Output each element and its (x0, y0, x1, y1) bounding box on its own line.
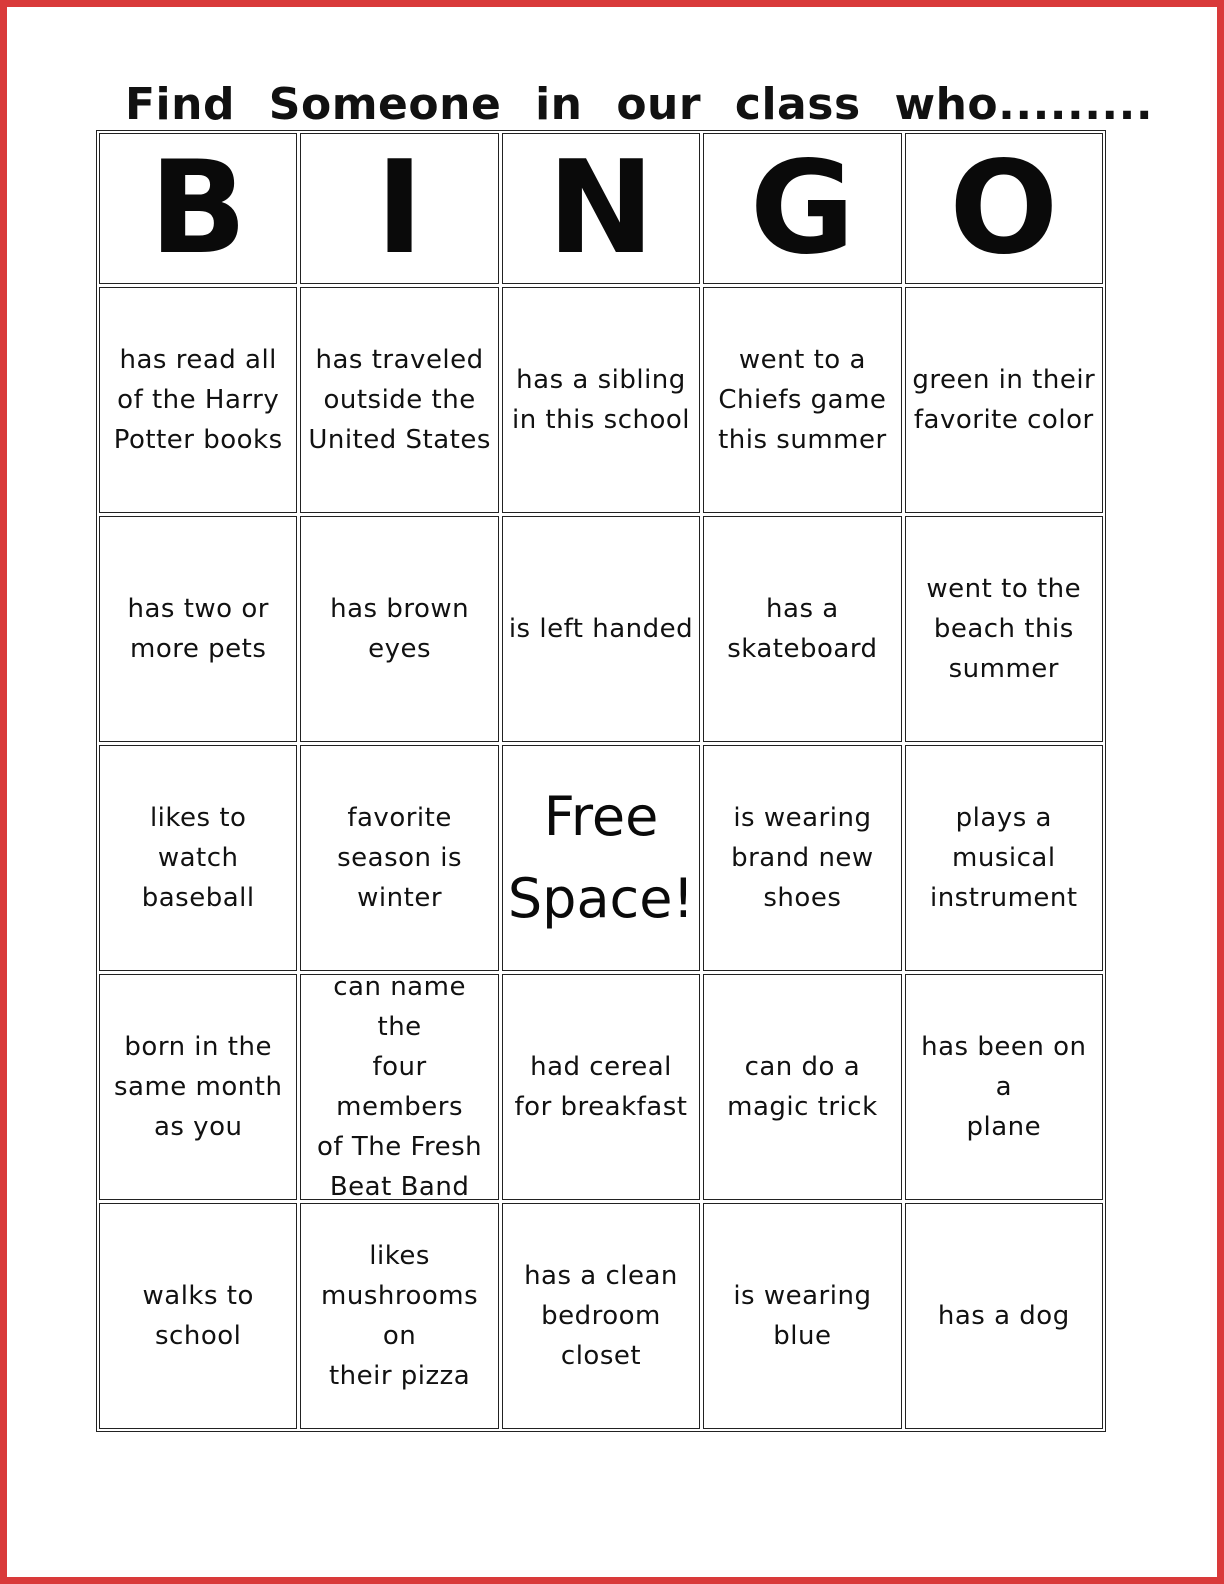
square-text-line: is left handed (508, 614, 694, 644)
header-letter-n: N (502, 133, 700, 284)
square-text (308, 340, 491, 460)
bingo-grid (99, 133, 1103, 1429)
square-text-line: brand new (731, 843, 874, 873)
square-text (515, 1047, 688, 1127)
square-text-line: born in the (124, 1032, 272, 1062)
square-text-line: Free (543, 785, 659, 848)
square-text-line: summer (948, 654, 1059, 684)
bingo-square-n1 (502, 287, 700, 513)
square-text-line: can do a (744, 1052, 861, 1082)
square-text-line: of The Fresh (317, 1132, 483, 1162)
bingo-square-i4 (300, 974, 498, 1200)
square-text-line: Chiefs game (718, 385, 887, 415)
square-text-line: mushrooms on (321, 1281, 479, 1351)
square-text-line: baseball (141, 883, 255, 913)
square-text-line: magic trick (727, 1092, 878, 1122)
square-text-line: likes (369, 1241, 430, 1271)
square-text (106, 798, 290, 918)
square-text-line: had cereal (530, 1052, 672, 1082)
header-letter-g: G (703, 133, 901, 284)
square-text (508, 776, 694, 940)
square-text-line: United States (308, 425, 491, 455)
square-text-line: green in their (912, 365, 1096, 395)
bingo-square-g3 (703, 745, 901, 971)
square-text (114, 340, 283, 460)
square-text-line: favorite color (913, 405, 1094, 435)
square-text (307, 974, 491, 1200)
square-text (733, 1276, 871, 1356)
square-text-line: four members (336, 1052, 464, 1122)
header-letter-b: B (99, 133, 297, 284)
square-text-line: Potter books (113, 425, 283, 455)
square-text-line: is wearing (733, 1281, 872, 1311)
square-text-line: winter (357, 883, 443, 913)
bingo-square-o2 (905, 516, 1103, 742)
square-text-line: went to a (738, 345, 866, 375)
bingo-board (96, 130, 1106, 1432)
bingo-square-b5 (99, 1203, 297, 1429)
square-text-line: can name the (333, 974, 466, 1042)
square-text (143, 1276, 254, 1356)
square-text-line: of the Harry (117, 385, 280, 415)
square-text (114, 1027, 282, 1147)
square-text (509, 609, 693, 649)
bingo-square-g1 (703, 287, 901, 513)
square-text-line: shoes (763, 883, 842, 913)
square-text (512, 360, 690, 440)
bingo-square-n2 (502, 516, 700, 742)
square-text (307, 1236, 491, 1396)
bingo-square-i1 (300, 287, 498, 513)
bingo-square-g2 (703, 516, 901, 742)
square-text-line: plane (966, 1112, 1042, 1142)
square-text (727, 589, 877, 669)
square-text-line: favorite (347, 803, 452, 833)
bingo-square-o5 (905, 1203, 1103, 1429)
square-text-line: their pizza (328, 1361, 471, 1391)
square-text-line: has a dog (937, 1301, 1070, 1331)
square-text-line: same month (113, 1072, 283, 1102)
square-text-line: has a (766, 594, 839, 624)
square-text-line: outside the (323, 385, 476, 415)
bingo-square-o3 (905, 745, 1103, 971)
square-text-line: has brown (330, 594, 470, 624)
square-text-line: Beat Band (329, 1172, 470, 1200)
square-text-line: more pets (130, 634, 267, 664)
bingo-square-n5 (502, 1203, 700, 1429)
square-text (912, 360, 1095, 440)
square-text-line: Space! (507, 867, 695, 930)
square-text-line: plays a (955, 803, 1052, 833)
bingo-square-o4 (905, 974, 1103, 1200)
square-text (727, 1047, 878, 1127)
square-text-line: eyes (368, 634, 432, 664)
square-text-line: walks to (142, 1281, 254, 1311)
square-text (127, 589, 268, 669)
bingo-square-i5 (300, 1203, 498, 1429)
square-text (930, 798, 1078, 918)
square-text-line: has a clean (524, 1261, 678, 1291)
bingo-square-b3 (99, 745, 297, 971)
square-text-line: has read all (119, 345, 277, 375)
header-letter-i: I (300, 133, 498, 284)
bingo-square-i3 (300, 745, 498, 971)
square-text-line: school (155, 1321, 242, 1351)
bingo-square-b2 (99, 516, 297, 742)
square-text-line: in this school (511, 405, 690, 435)
square-text-line: instrument (929, 883, 1078, 913)
square-text-line: musical (952, 843, 1056, 873)
square-text-line: went to the (926, 574, 1082, 604)
bingo-square-g5 (703, 1203, 901, 1429)
square-text-line: has traveled (315, 345, 484, 375)
square-text-line: has been on a (921, 1032, 1087, 1102)
bingo-square-b1 (99, 287, 297, 513)
square-text-line: likes to watch (149, 803, 247, 873)
square-text-line: skateboard (727, 634, 878, 664)
bingo-square-b4 (99, 974, 297, 1200)
square-text (938, 1296, 1070, 1336)
square-text-line: beach this (933, 614, 1074, 644)
bingo-square-n4 (502, 974, 700, 1200)
bingo-square-o1 (905, 287, 1103, 513)
square-text (337, 798, 462, 918)
header-letter-o: O (905, 133, 1103, 284)
square-text (330, 589, 469, 669)
square-text (718, 340, 887, 460)
page-title: Find Someone in our class who......... (125, 79, 1154, 130)
square-text-line: this summer (718, 425, 887, 455)
square-text-line: as you (153, 1112, 243, 1142)
square-text-line: bedroom (541, 1301, 661, 1331)
bingo-square-i2 (300, 516, 498, 742)
square-text-line: is wearing (733, 803, 872, 833)
square-text-line: blue (773, 1321, 832, 1351)
square-text-line: closet (560, 1341, 642, 1371)
square-text (912, 1027, 1096, 1147)
square-text (524, 1256, 678, 1376)
square-text-line: season is (337, 843, 463, 873)
free-space-square (502, 745, 700, 971)
square-text (731, 798, 874, 918)
square-text (926, 569, 1081, 689)
square-text-line: has a sibling (516, 365, 686, 395)
square-text-line: has two or (127, 594, 269, 624)
bingo-square-g4 (703, 974, 901, 1200)
square-text-line: for breakfast (514, 1092, 688, 1122)
